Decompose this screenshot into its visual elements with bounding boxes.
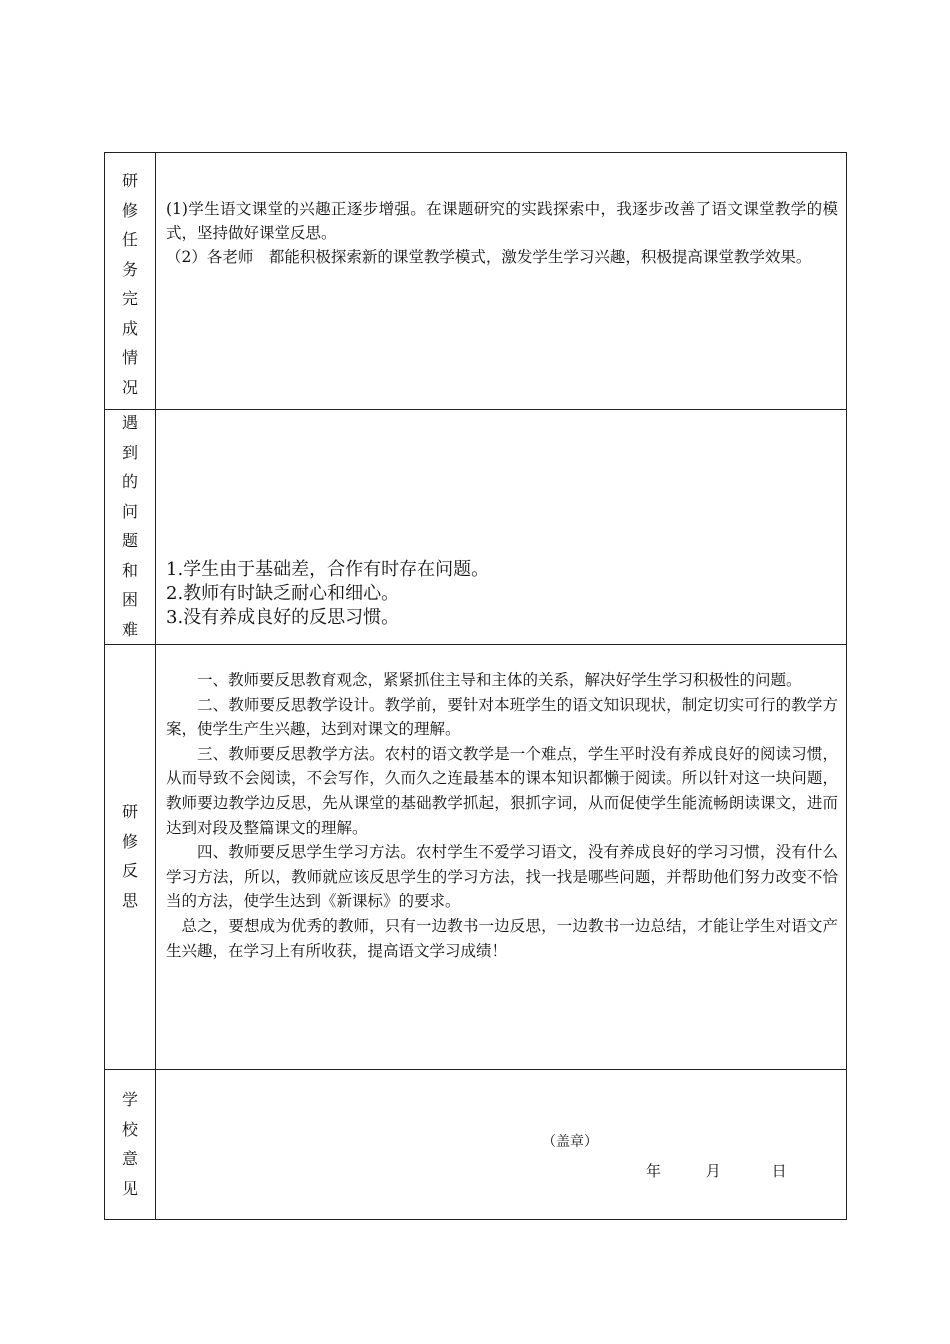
reflection-summary: 总之，要想成为优秀的教师，只有一边教书一边反思，一边教书一边总结，才能让学生对语文产生兴趣，在学习上有所收获，提高语文学习成绩！ [166, 916, 838, 960]
date-month-label: 月 [705, 1162, 721, 1180]
task-completion-item-2: （2）各老师 都能积极探索新的课堂教学模式，激发学生学习兴趣，积极提高课堂教学效果。 [166, 248, 812, 266]
label-cell-task-completion [105, 153, 156, 410]
date-line [646, 1160, 787, 1181]
seal-label: （盖章） [542, 1134, 598, 1150]
row-label-task-completion: 研修任务完成情况 [122, 171, 139, 397]
problem-item-1: 1.学生由于基础差，合作有时存在问题。 [166, 559, 490, 580]
label-cell-school-opinion [105, 1070, 156, 1220]
row-reflection [105, 645, 847, 1070]
row-problems [105, 410, 847, 645]
research-report-table [104, 152, 847, 1220]
row-label-problems: 遇到的问题和困难 [122, 413, 139, 639]
problem-item-3: 3.没有养成良好的反思习惯。 [166, 607, 400, 628]
row-label-reflection: 研修反思 [122, 802, 139, 910]
label-cell-reflection [105, 645, 156, 1070]
content-cell-problems [156, 410, 847, 645]
task-completion-item-1: (1)学生语文课堂的兴趣正逐步增强。在课题研究的实践探索中，我逐步改善了语文课堂教学的模式，坚持做好课堂反思。 [166, 200, 838, 242]
reflection-paragraph-1: 一、教师要反思教育观念，紧紧抓住主导和主体的关系，解决好学生学习积极性的问题。 [197, 671, 802, 689]
reflection-paragraph-3: 三、教师要反思教学方法。农村的语文教学是一个难点，学生平时没有养成良好的阅读习惯，从而导致不会阅读，不会写作，久而久之连最基本的课本知识都懒于阅读。所以针对这一块问题，教师要边教学边反思，先从课堂的基础教学抓起，狠抓字词，从而促使学生能流畅朗读课文，进而达到对段及整篇课文的理解。 [166, 744, 838, 837]
row-school-opinion [105, 1070, 847, 1220]
date-year-label: 年 [646, 1162, 662, 1180]
content-cell-task-completion [156, 153, 847, 410]
content-cell-reflection [156, 645, 847, 1070]
reflection-paragraph-2: 二、教师要反思教学设计。教学前，要针对本班学生的语文知识现状，制定切实可行的教学方案，使学生产生兴趣，达到对课文的理解。 [166, 695, 838, 739]
content-cell-school-opinion [156, 1070, 847, 1220]
problem-item-2: 2.教师有时缺乏耐心和细心。 [166, 583, 400, 604]
row-label-school-opinion: 学校意见 [122, 1090, 139, 1198]
row-task-completion [105, 153, 847, 410]
date-day-label: 日 [771, 1162, 787, 1180]
reflection-paragraph-4: 四、教师要反思学生学习方法。农村学生不爱学习语文，没有养成良好的学习习惯，没有什么学习方法，所以，教师就应该反思学生的学习方法，找一找是哪些问题，并帮助他们努力改变不恰当的方法，使学生达到《新课标》的要求。 [166, 843, 838, 911]
label-cell-problems [105, 410, 156, 645]
